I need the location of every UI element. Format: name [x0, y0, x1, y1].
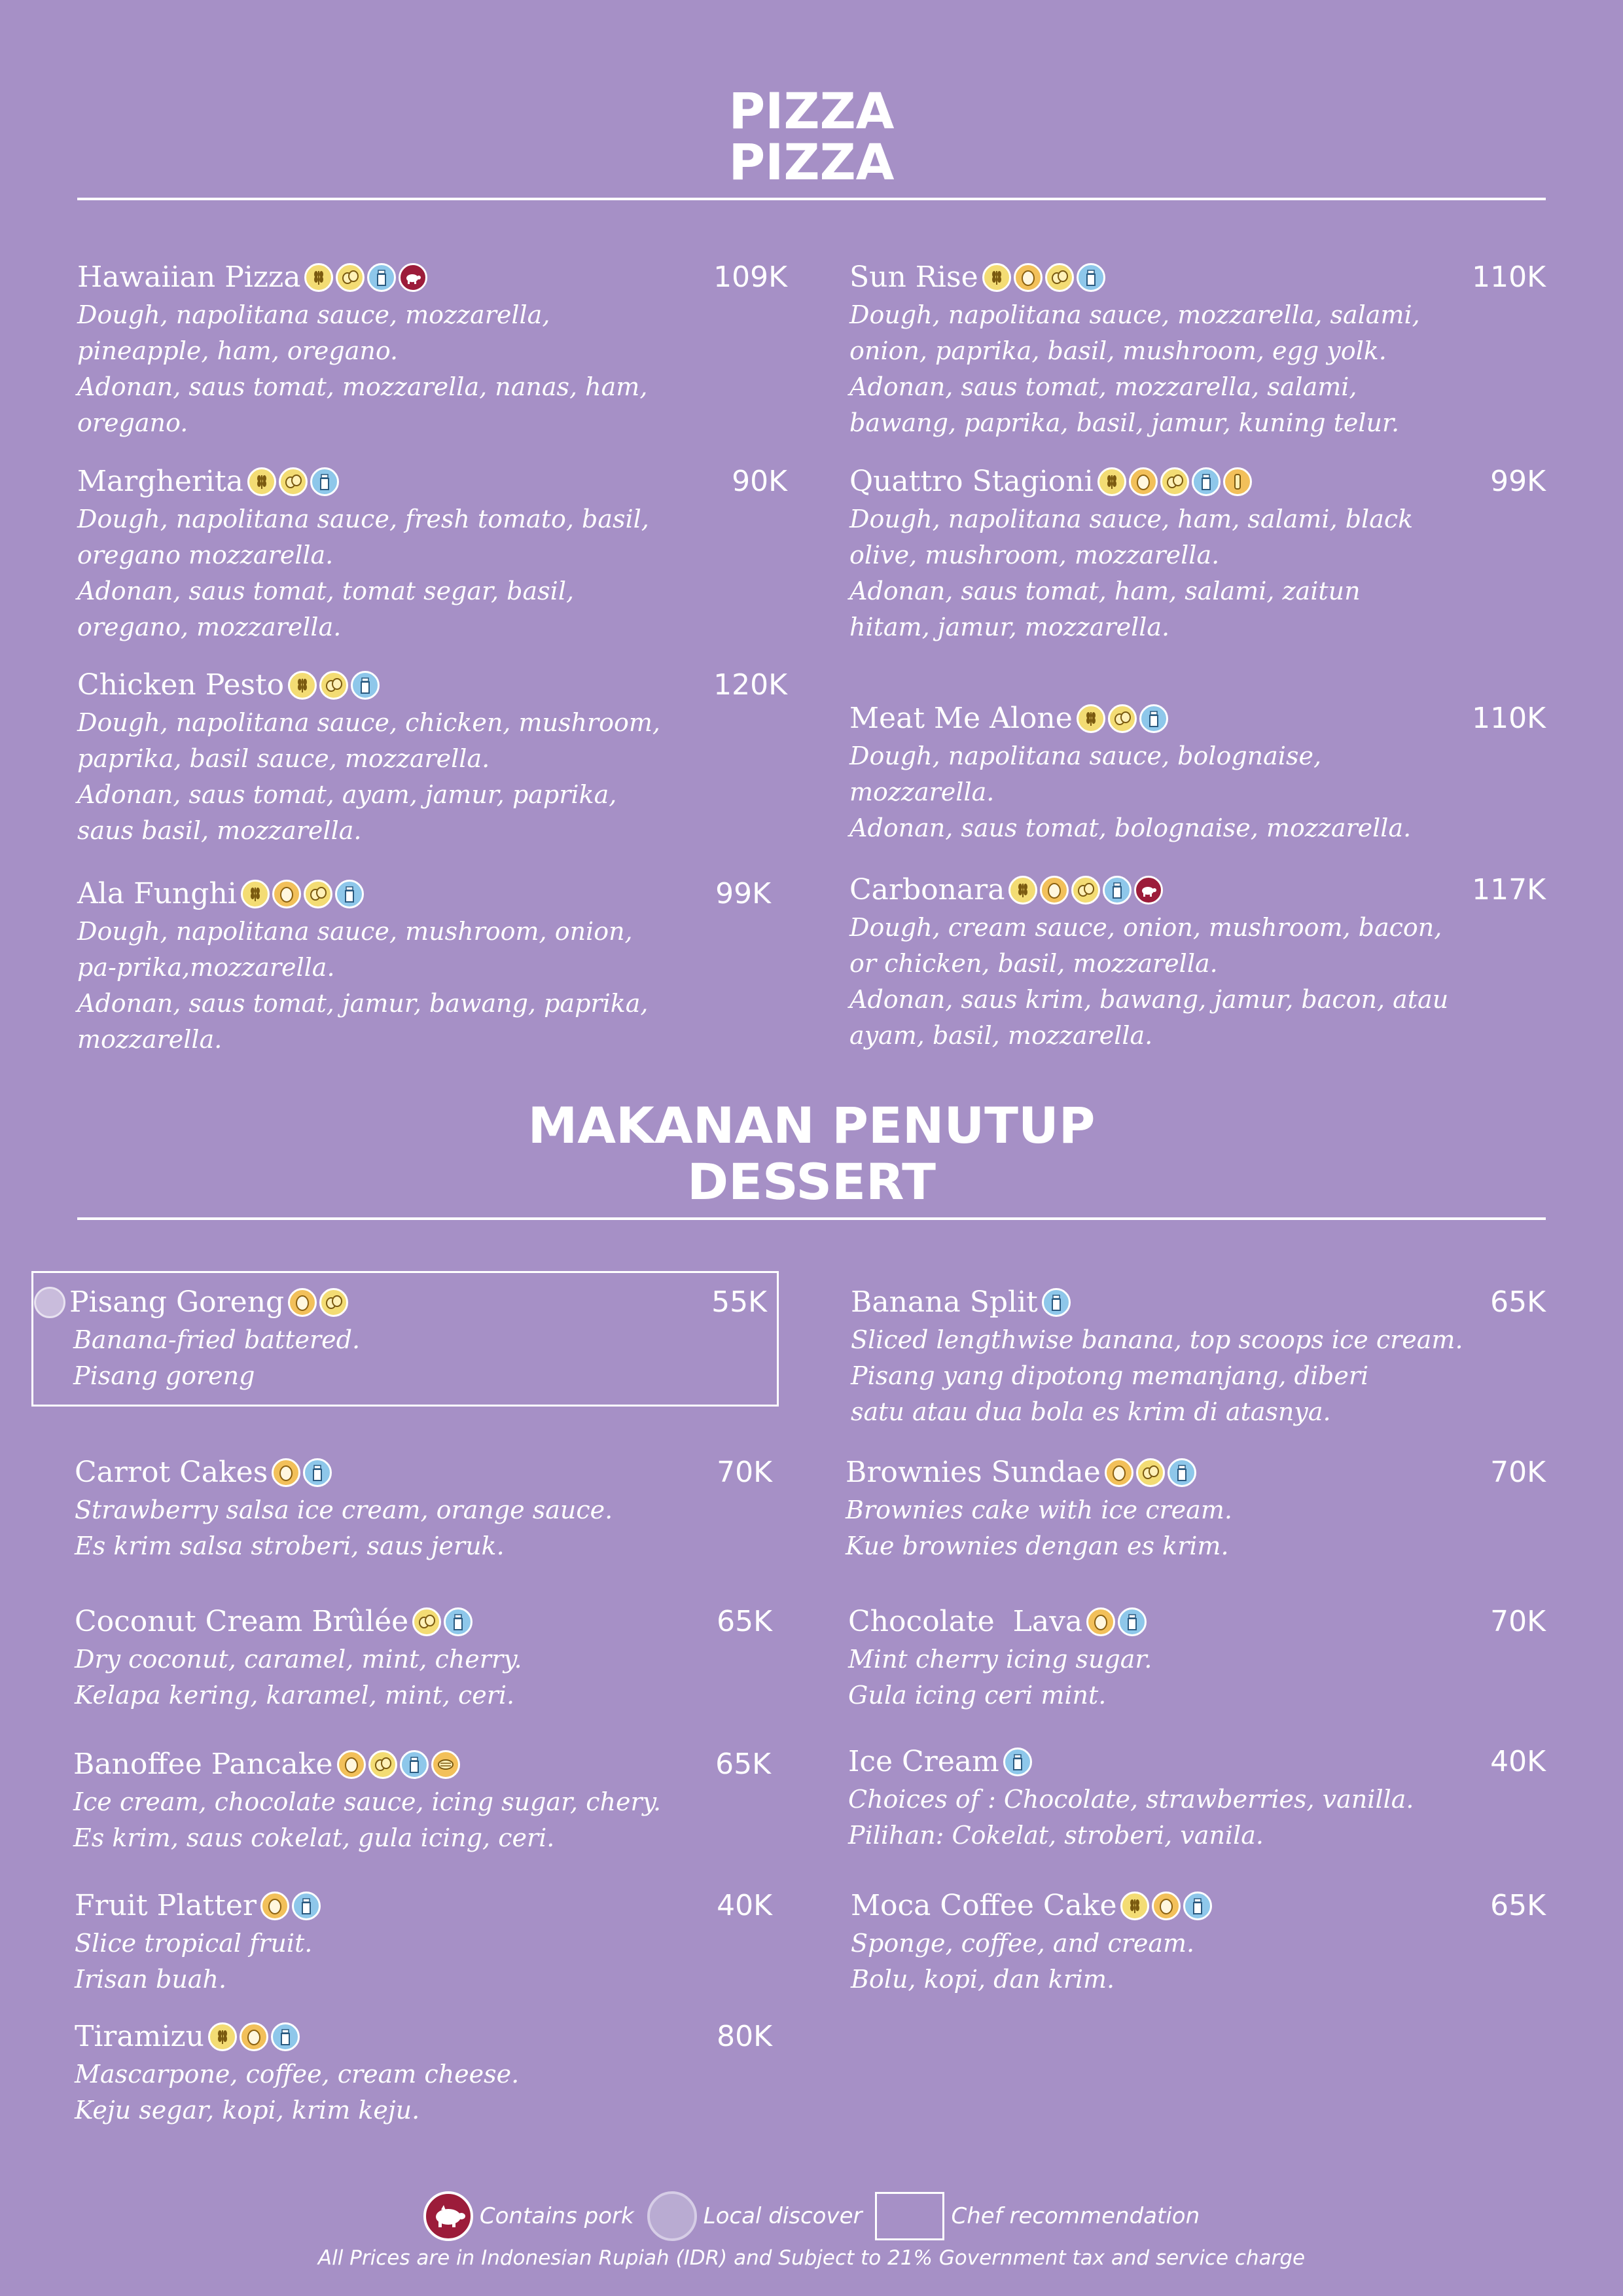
- item-name: Banoffee Pancake: [73, 1748, 333, 1781]
- menu-item: [34, 1283, 767, 1394]
- legend-pork-label: Contains pork: [479, 2203, 634, 2229]
- item-desc-en: Dough, napolitana sauce, chicken, mushroom, paprika, basil sauce, mozzarella.: [77, 708, 660, 773]
- allergen-icons: [1120, 1892, 1212, 1920]
- item-name: Quattro Stagioni: [849, 465, 1094, 498]
- dairy-icon: [400, 1750, 429, 1779]
- pork-icon: [1134, 876, 1163, 905]
- item-name: Moca Coffee Cake: [851, 1889, 1117, 1922]
- item-price: 65K: [715, 1748, 771, 1781]
- item-desc-en: Dough, napolitana sauce, mozzarella, pineapple, ham, oregano.: [77, 300, 550, 365]
- dairy-icon: [1139, 704, 1168, 733]
- allergen-icons: [412, 1607, 473, 1636]
- item-desc-id: Pisang yang dipotong memanjang, diberi satu atau dua bola es krim di atasnya.: [851, 1361, 1369, 1426]
- spicy-icon: [1223, 467, 1252, 496]
- dairy-icon: [1168, 1458, 1196, 1487]
- item-price: 99K: [715, 877, 771, 910]
- dairy-icon: [1003, 1748, 1032, 1776]
- item-price: 109K: [713, 260, 787, 294]
- allergen-icons: [1003, 1748, 1032, 1776]
- item-desc-id: Adonan, saus krim, bawang, jamur, bacon, atau ayam, basil, mozzarella.: [849, 985, 1449, 1050]
- egg-icon: [1152, 1892, 1181, 1920]
- menu-item: [77, 666, 787, 849]
- allergen-icons: [288, 671, 380, 700]
- pizza-title-line2: PIZZA: [728, 133, 895, 191]
- egg-icon: [1014, 263, 1043, 292]
- nuts-icon: [412, 1607, 441, 1636]
- egg-icon: [272, 1458, 300, 1487]
- menu-item: [77, 462, 787, 645]
- gluten-icon: [288, 671, 317, 700]
- item-name: Chocolate Lava: [848, 1605, 1083, 1638]
- legend-local-label: Local discover: [703, 2203, 863, 2229]
- item-desc-en: Dough, napolitana sauce, bolognaise, mozzarella.: [849, 742, 1322, 806]
- dairy-icon: [292, 1892, 321, 1920]
- dessert-title-line1: MAKANAN PENUTUP: [527, 1096, 1096, 1155]
- dairy-icon: [1042, 1288, 1071, 1317]
- item-desc-id: Kue brownies dengan es krim.: [846, 1532, 1229, 1560]
- menu-item: [849, 870, 1546, 1054]
- local-discover-icon: [34, 1287, 65, 1318]
- item-name: Pisang Goreng: [69, 1285, 285, 1319]
- item-desc-id: Adonan, saus tomat, bolognaise, mozzarella.: [849, 814, 1412, 842]
- item-desc-id: Keju segar, kopi, krim keju.: [75, 2096, 420, 2125]
- local-discover-icon: [647, 2191, 697, 2241]
- allergen-icons: [1008, 876, 1163, 905]
- sesame-icon: [431, 1750, 460, 1779]
- item-price: 110K: [1472, 702, 1546, 735]
- gluten-icon: [1077, 704, 1105, 733]
- pork-icon: [399, 263, 427, 292]
- menu-item: [849, 462, 1546, 645]
- allergen-icons: [1077, 704, 1168, 733]
- gluten-icon: [241, 880, 270, 908]
- dairy-icon: [310, 467, 339, 496]
- item-price: 70K: [1490, 1456, 1546, 1489]
- allergen-icons: [304, 263, 427, 292]
- item-desc-en: Dough, cream sauce, onion, mushroom, bacon, or chicken, basil, mozzarella.: [849, 913, 1442, 978]
- dairy-icon: [1077, 263, 1105, 292]
- dairy-icon: [271, 2022, 300, 2051]
- item-name: Coconut Cream Brûlée: [75, 1605, 409, 1638]
- item-price: 40K: [1490, 1745, 1546, 1778]
- nuts-icon: [1108, 704, 1137, 733]
- nuts-icon: [1071, 876, 1100, 905]
- item-name: Meat Me Alone: [849, 702, 1073, 735]
- nuts-icon: [304, 880, 332, 908]
- dairy-icon: [351, 671, 380, 700]
- gluten-icon: [247, 467, 276, 496]
- legend: [0, 2191, 1623, 2241]
- item-desc-id: Es krim salsa stroberi, saus jeruk.: [75, 1532, 505, 1560]
- chef-recommendation-icon: [875, 2192, 944, 2240]
- egg-icon: [1040, 876, 1069, 905]
- dairy-icon: [335, 880, 364, 908]
- dairy-icon: [1192, 467, 1221, 496]
- menu-item: [849, 699, 1546, 846]
- egg-icon: [288, 1288, 317, 1317]
- item-desc-id: Kelapa kering, karamel, mint, ceri.: [75, 1681, 515, 1710]
- allergen-icons: [1042, 1288, 1071, 1317]
- item-desc-en: Ice cream, chocolate sauce, icing sugar, chery.: [73, 1787, 662, 1816]
- menu-item: [851, 1886, 1546, 1998]
- item-price: 110K: [1472, 260, 1546, 294]
- item-name: Ala Funghi: [77, 877, 237, 910]
- menu-item: [849, 258, 1546, 441]
- egg-icon: [240, 2022, 268, 2051]
- item-desc-en: Dry coconut, caramel, mint, cherry.: [75, 1645, 522, 1674]
- dairy-icon: [444, 1607, 473, 1636]
- nuts-icon: [1160, 467, 1189, 496]
- dessert-divider: [77, 1217, 1546, 1220]
- gluten-icon: [1120, 1892, 1149, 1920]
- menu-item: [77, 874, 787, 1058]
- item-desc-id: Adonan, saus tomat, ham, salami, zaitun hitam, jamur, mozzarella.: [849, 577, 1361, 641]
- allergen-icons: [260, 1892, 321, 1920]
- menu-item: [75, 1602, 781, 1713]
- dairy-icon: [1118, 1607, 1147, 1636]
- nuts-icon: [319, 671, 348, 700]
- item-name: Carrot Cakes: [75, 1456, 268, 1489]
- menu-item: [848, 1742, 1546, 1854]
- item-desc-en: Dough, napolitana sauce, mozzarella, salami, onion, paprika, basil, mushroom, egg yolk.: [849, 300, 1420, 365]
- egg-icon: [260, 1892, 289, 1920]
- egg-icon: [1086, 1607, 1115, 1636]
- pork-icon: [423, 2191, 473, 2241]
- menu-item: [75, 1453, 781, 1564]
- allergen-icons: [208, 2022, 300, 2051]
- allergen-icons: [247, 467, 339, 496]
- item-desc-en: Sliced lengthwise banana, top scoops ice cream.: [851, 1325, 1463, 1354]
- menu-item: [848, 1602, 1546, 1713]
- item-desc-en: Mascarpone, coffee, cream cheese.: [75, 2060, 520, 2089]
- gluten-icon: [304, 263, 333, 292]
- item-price: 70K: [717, 1456, 772, 1489]
- price-disclaimer: All Prices are in Indonesian Rupiah (IDR) and Subject to 21% Government tax and service charge: [317, 2246, 1306, 2270]
- allergen-icons: [1086, 1607, 1147, 1636]
- item-desc-id: Pilihan: Cokelat, stroberi, vanila.: [848, 1821, 1264, 1850]
- item-price: 65K: [1490, 1889, 1546, 1922]
- item-price: 90K: [732, 465, 787, 498]
- item-desc-id: Bolu, kopi, dan krim.: [851, 1965, 1115, 1994]
- gluten-icon: [208, 2022, 237, 2051]
- item-name: Sun Rise: [849, 260, 978, 294]
- item-desc-en: Banana-fried battered.: [73, 1325, 361, 1354]
- gluten-icon: [1008, 876, 1037, 905]
- allergen-icons: [241, 880, 364, 908]
- item-desc-en: Dough, napolitana sauce, fresh tomato, basil, oregano mozzarella.: [77, 505, 649, 569]
- item-desc-en: Mint cherry icing sugar.: [848, 1645, 1152, 1674]
- item-desc-id: Gula icing ceri mint.: [848, 1681, 1107, 1710]
- dairy-icon: [1183, 1892, 1212, 1920]
- item-desc-en: Dough, napolitana sauce, ham, salami, black olive, mushroom, mozzarella.: [849, 505, 1414, 569]
- item-price: 55K: [711, 1285, 767, 1319]
- nuts-icon: [279, 467, 308, 496]
- item-desc-id: Irisan buah.: [75, 1965, 227, 1994]
- item-name: Banana Split: [851, 1285, 1038, 1319]
- item-name: Chicken Pesto: [77, 668, 285, 702]
- nuts-icon: [368, 1750, 397, 1779]
- dessert-title-line2: DESSERT: [687, 1153, 936, 1211]
- menu-item: [851, 1283, 1546, 1430]
- gluten-icon: [1097, 467, 1126, 496]
- nuts-icon: [336, 263, 365, 292]
- item-name: Fruit Platter: [75, 1889, 257, 1922]
- item-desc-en: Slice tropical fruit.: [75, 1929, 313, 1958]
- allergen-icons: [982, 263, 1105, 292]
- item-name: Brownies Sundae: [846, 1456, 1101, 1489]
- item-desc-id: Pisang goreng: [73, 1361, 255, 1390]
- item-price: 65K: [1490, 1285, 1546, 1319]
- gluten-icon: [982, 263, 1011, 292]
- menu-item: [77, 258, 787, 441]
- item-desc-id: Adonan, saus tomat, mozzarella, salami, bawang, paprika, basil, jamur, kuning telur.: [849, 372, 1400, 437]
- allergen-icons: [272, 1458, 332, 1487]
- item-price: 99K: [1490, 465, 1546, 498]
- item-price: 70K: [1490, 1605, 1546, 1638]
- item-desc-id: Adonan, saus tomat, ayam, jamur, paprika, saus basil, mozzarella.: [77, 780, 617, 845]
- nuts-icon: [1136, 1458, 1165, 1487]
- dairy-icon: [367, 263, 396, 292]
- item-name: Margherita: [77, 465, 243, 498]
- allergen-icons: [1105, 1458, 1196, 1487]
- item-name: Tiramizu: [75, 2020, 204, 2053]
- item-desc-id: Adonan, saus tomat, tomat segar, basil, oregano, mozzarella.: [77, 577, 575, 641]
- item-desc-id: Es krim, saus cokelat, gula icing, ceri.: [73, 1823, 555, 1852]
- egg-icon: [272, 880, 301, 908]
- allergen-icons: [337, 1750, 460, 1779]
- item-desc-en: Sponge, coffee, and cream.: [851, 1929, 1195, 1958]
- item-name: Hawaiian Pizza: [77, 260, 301, 294]
- item-desc-en: Strawberry salsa ice cream, orange sauce.: [75, 1496, 613, 1524]
- item-desc-en: Dough, napolitana sauce, mushroom, onion, pa-prika,mozzarella.: [77, 917, 633, 982]
- menu-item: [75, 2017, 781, 2128]
- menu-item: [73, 1745, 780, 1856]
- egg-icon: [1129, 467, 1158, 496]
- menu-item: [846, 1453, 1546, 1564]
- menu-item: [75, 1886, 781, 1998]
- allergen-icons: [288, 1288, 348, 1317]
- nuts-icon: [1045, 263, 1074, 292]
- item-name: Ice Cream: [848, 1745, 999, 1778]
- item-name: Carbonara: [849, 873, 1005, 906]
- dairy-icon: [1103, 876, 1132, 905]
- nuts-icon: [319, 1288, 348, 1317]
- item-desc-id: Adonan, saus tomat, mozzarella, nanas, ham, oregano.: [77, 372, 648, 437]
- legend-chef-label: Chef recommendation: [951, 2203, 1200, 2229]
- egg-icon: [1105, 1458, 1133, 1487]
- pizza-title-line1: PIZZA: [728, 82, 895, 140]
- item-price: 80K: [717, 2020, 772, 2053]
- item-desc-en: Brownies cake with ice cream.: [846, 1496, 1232, 1524]
- item-price: 117K: [1472, 873, 1546, 906]
- item-desc-id: Adonan, saus tomat, jamur, bawang, paprika, mozzarella.: [77, 989, 649, 1054]
- item-price: 65K: [717, 1605, 772, 1638]
- item-desc-en: Choices of : Chocolate, strawberries, vanilla.: [848, 1785, 1414, 1814]
- allergen-icons: [1097, 467, 1252, 496]
- pizza-divider: [77, 198, 1546, 200]
- item-price: 40K: [717, 1889, 772, 1922]
- dairy-icon: [303, 1458, 332, 1487]
- item-price: 120K: [713, 668, 787, 702]
- egg-icon: [337, 1750, 366, 1779]
